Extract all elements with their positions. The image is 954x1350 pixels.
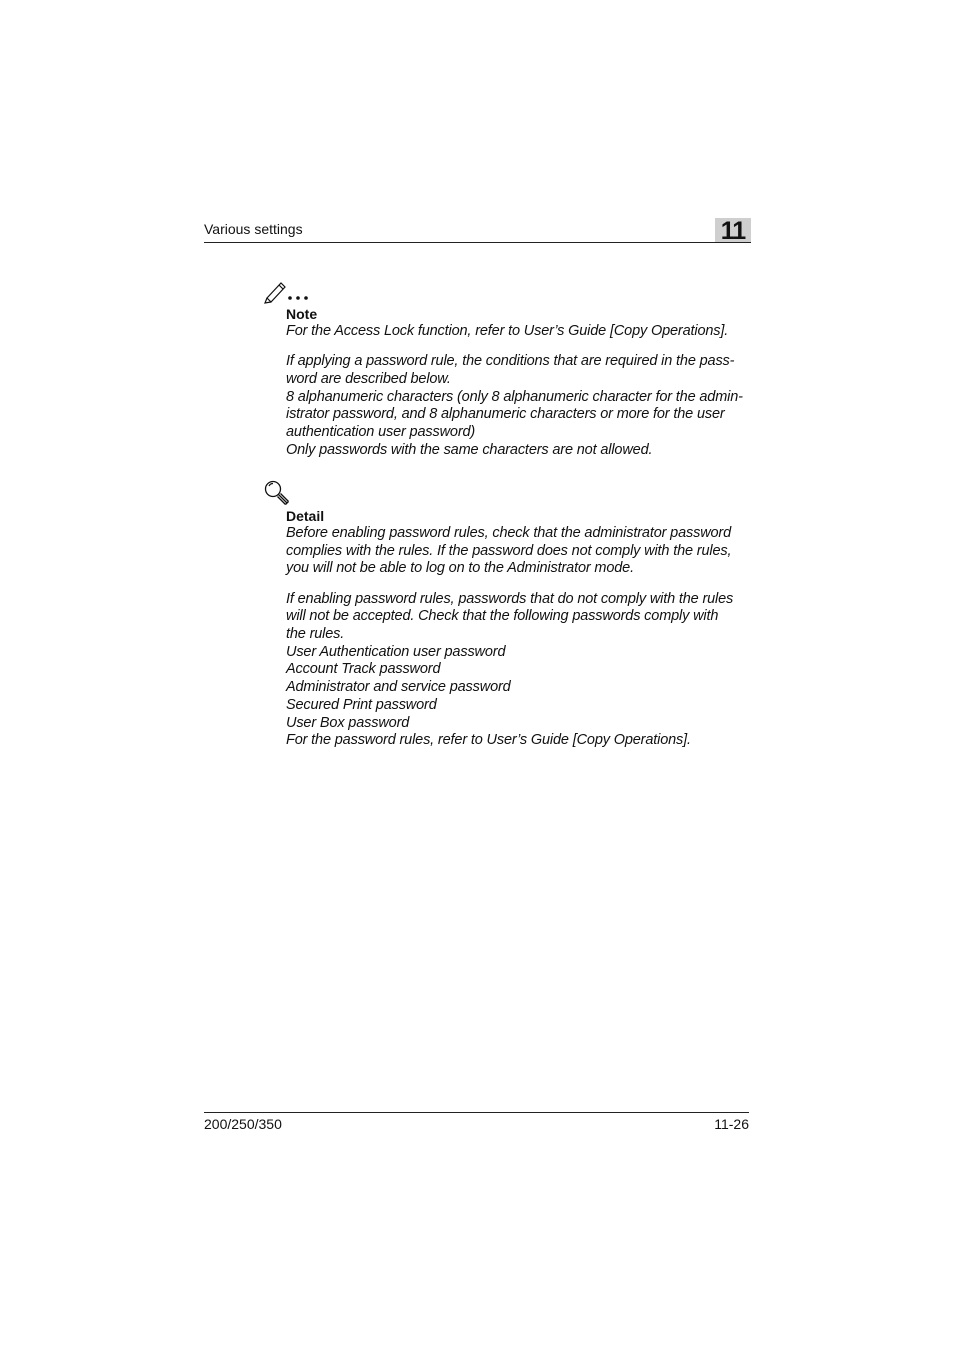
note-line: 8 alphanumeric characters (only 8 alphanumeric character for the admin- <box>286 388 743 405</box>
note-line: istrator password, and 8 alphanumeric characters or more for the user <box>286 406 725 423</box>
detail-block <box>286 507 756 750</box>
detail-line: Before enabling password rules, check that the administrator password <box>286 525 732 541</box>
detail-line: User Box password <box>286 714 410 731</box>
note-line: For the Access Lock function, refer to User’s Guide [Copy Operations]. <box>286 323 729 339</box>
page-number: 11-26 <box>714 1116 749 1132</box>
detail-line: Administrator and service password <box>286 679 511 696</box>
note-line: If applying a password rule, the conditions that are required in the pass- <box>286 353 735 370</box>
detail-line: If enabling password rules, passwords that do not comply with the rules <box>286 590 734 607</box>
model-number: 200/250/350 <box>204 1116 282 1132</box>
note-line: authentication user password) <box>286 424 476 441</box>
note-heading: Note <box>286 306 318 322</box>
detail-line: the rules. <box>286 626 345 643</box>
note-paragraph <box>286 353 756 459</box>
detail-heading: Detail <box>286 508 325 524</box>
note-paragraph <box>286 323 756 341</box>
chapter-number-badge: 11 <box>715 218 751 242</box>
detail-line: you will not be able to log on to the Administrator mode. <box>286 560 634 577</box>
detail-line: Account Track password <box>286 661 441 678</box>
page-header <box>204 214 751 243</box>
detail-line: For the password rules, refer to User’s Guide [Copy Operations]. <box>286 732 691 749</box>
section-title: Various settings <box>204 221 303 237</box>
page-footer <box>204 1112 749 1132</box>
detail-line: User Authentication user password <box>286 643 506 660</box>
detail-line: complies with the rules. If the password does not comply with the rules, <box>286 542 732 559</box>
detail-paragraph <box>286 525 756 578</box>
note-line: Only passwords with the same characters are not allowed. <box>286 441 653 458</box>
detail-paragraph <box>286 591 756 750</box>
detail-line: Secured Print password <box>286 696 437 713</box>
note-block <box>286 305 756 459</box>
note-line: word are described below. <box>286 370 451 387</box>
detail-line: will not be accepted. Check that the following passwords comply with <box>286 608 719 625</box>
